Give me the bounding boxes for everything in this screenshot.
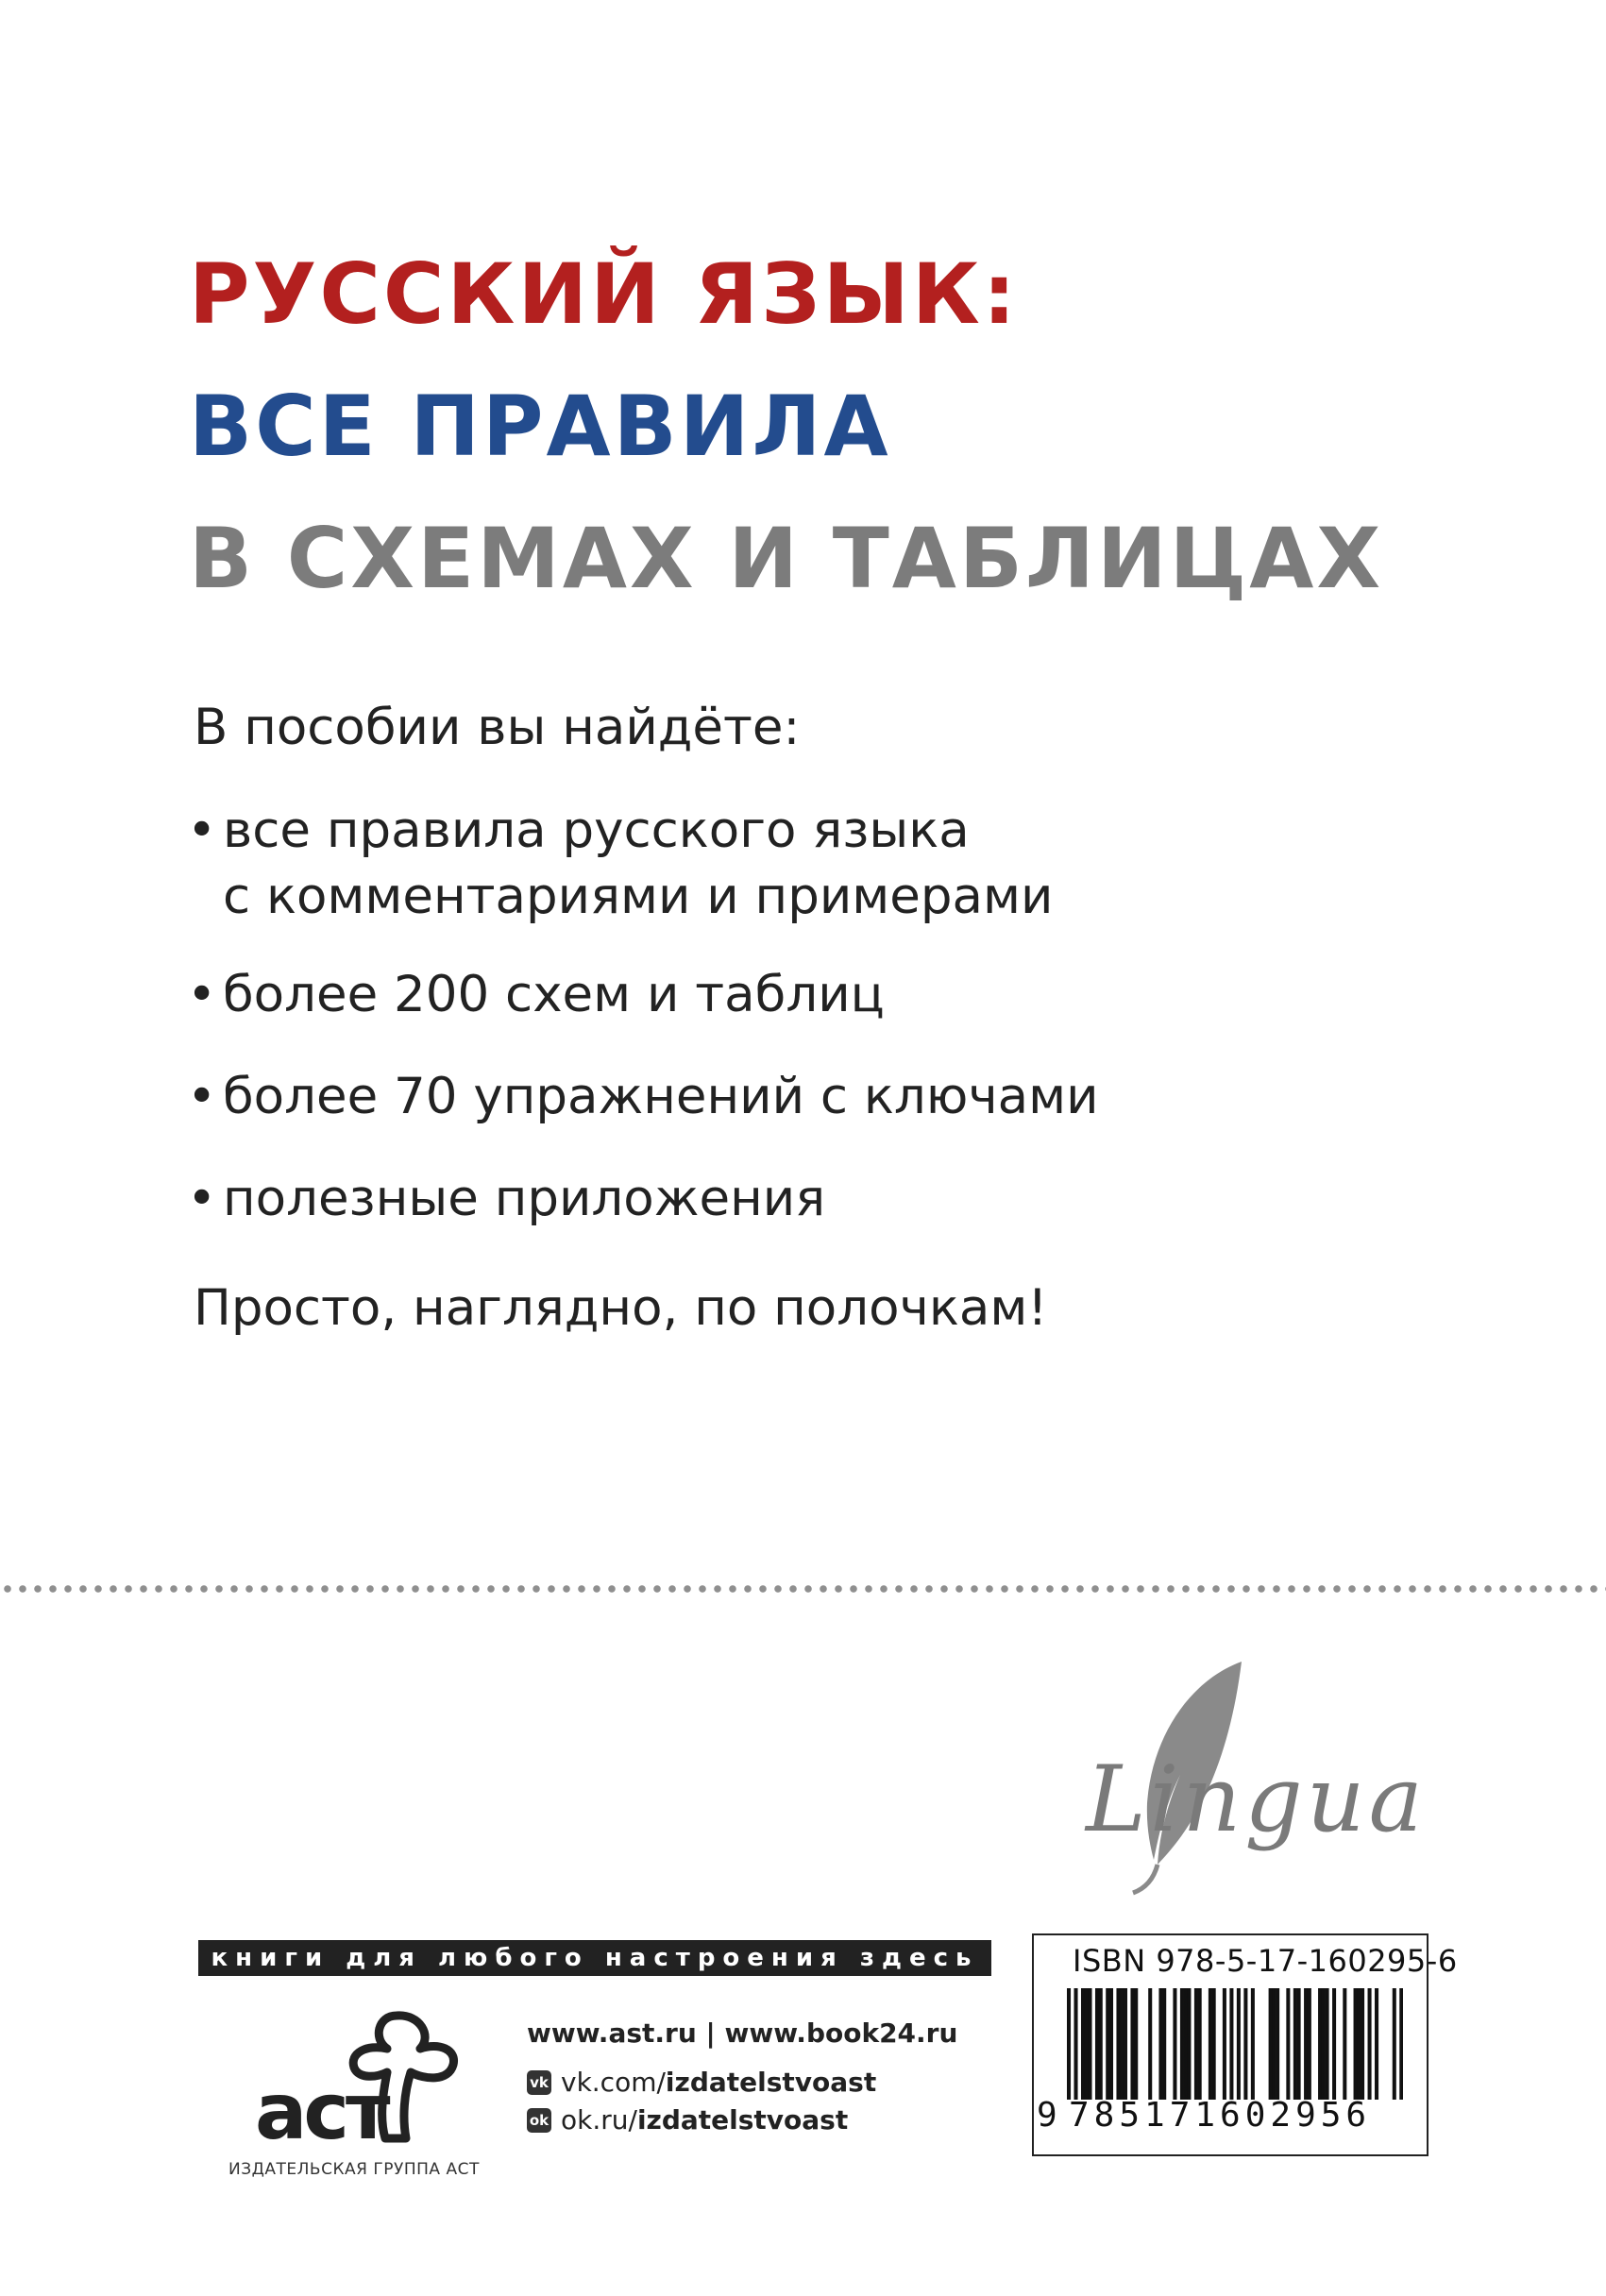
publisher-name: ИЗДАТЕЛЬСКАЯ ГРУППА АСТ xyxy=(228,2160,480,2179)
vk-link[interactable] xyxy=(527,2067,876,2098)
list-item xyxy=(187,962,1226,1028)
feature-text: все правила русского языка с комментариями и примерами xyxy=(223,802,1054,925)
barcode-bar xyxy=(1243,1988,1247,2100)
ast-logo-text: аст xyxy=(255,2068,387,2148)
barcode-bar xyxy=(1184,1988,1188,2100)
bullet-icon: • xyxy=(187,966,217,1023)
feature-text: более 70 упражнений с ключами xyxy=(223,1068,1099,1125)
barcode-bar xyxy=(1322,1988,1326,2100)
barcode-bar xyxy=(1269,1988,1273,2100)
barcode-bar xyxy=(1375,1988,1378,2100)
barcode-bar xyxy=(1237,1988,1241,2100)
bullet-icon: • xyxy=(187,1068,217,1125)
barcode-bar xyxy=(1130,1988,1134,2100)
bullet-icon: • xyxy=(187,802,217,859)
barcode-bar xyxy=(1399,1988,1403,2100)
dotted-divider xyxy=(0,1585,1606,1593)
barcode-bar xyxy=(1067,1988,1071,2100)
barcode-bar xyxy=(1116,1988,1120,2100)
tagline-strip: книги для любого настроения здесь xyxy=(198,1940,991,1976)
barcode-bar xyxy=(1286,1988,1290,2100)
vk-account: izdatelstvoast xyxy=(665,2067,877,2098)
barcode-bar xyxy=(1332,1988,1336,2100)
odnoklassniki-icon: ok xyxy=(527,2108,551,2133)
barcode-bar xyxy=(1297,1988,1301,2100)
barcode-bar xyxy=(1229,1988,1233,2100)
barcode-bar xyxy=(1109,1988,1113,2100)
barcode-bar xyxy=(1099,1988,1103,2100)
vk-prefix: vk.com/ xyxy=(561,2067,666,2098)
website-links[interactable]: www.ast.ru | www.book24.ru xyxy=(527,2017,958,2049)
ok-account: izdatelstvoast xyxy=(636,2104,849,2136)
ok-link[interactable] xyxy=(527,2104,848,2136)
barcode-bar xyxy=(1318,1988,1322,2100)
list-item xyxy=(187,1064,1226,1130)
barcode-bar xyxy=(1209,1988,1212,2100)
vk-icon: vk xyxy=(527,2070,551,2095)
barcode-bar xyxy=(1308,1988,1311,2100)
barcode-bar xyxy=(1180,1988,1184,2100)
title-line-1: РУССКИЙ ЯЗЫК: xyxy=(189,245,1019,343)
isbn-text: ISBN 978-5-17-160295-6 xyxy=(1073,1943,1458,1979)
barcode-bar xyxy=(1212,1988,1216,2100)
barcode-bar xyxy=(1393,1988,1396,2100)
barcode-bar xyxy=(1148,1988,1152,2100)
barcode-bar xyxy=(1187,1988,1191,2100)
barcode-bar xyxy=(1276,1988,1279,2100)
barcode-bar xyxy=(1354,1988,1358,2100)
barcode-bar xyxy=(1162,1988,1166,2100)
barcode-bar xyxy=(1343,1988,1346,2100)
title-line-2: ВСЕ ПРАВИЛА xyxy=(189,378,891,475)
barcode-bar xyxy=(1194,1988,1198,2100)
barcode-bar xyxy=(1368,1988,1372,2100)
barcode-bar xyxy=(1251,1988,1255,2100)
barcode-bar xyxy=(1272,1988,1276,2100)
barcode-digits xyxy=(1037,2096,1426,2135)
barcode-bar xyxy=(1081,1988,1085,2100)
barcode-bar xyxy=(1073,1988,1077,2100)
ast-logo-icon xyxy=(255,2006,463,2148)
feature-text: полезные приложения xyxy=(223,1170,826,1227)
barcode-bar xyxy=(1198,1988,1202,2100)
barcode-bar xyxy=(1095,1988,1099,2100)
list-item xyxy=(187,1166,1226,1232)
barcode-bar xyxy=(1326,1988,1329,2100)
barcode-bar xyxy=(1120,1988,1124,2100)
barcode-bar xyxy=(1357,1988,1361,2100)
slogan-text: Просто, наглядно, по полочкам! xyxy=(194,1279,1048,1337)
barcode-bar xyxy=(1088,1988,1091,2100)
barcode-bar xyxy=(1106,1988,1109,2100)
lingua-logo: Lingua xyxy=(1086,1747,1427,1852)
barcode-bar xyxy=(1304,1988,1308,2100)
barcode-bar xyxy=(1361,1988,1364,2100)
bullet-icon: • xyxy=(187,1170,217,1227)
list-item xyxy=(187,798,1226,930)
feature-text: более 200 схем и таблиц xyxy=(223,966,885,1023)
feature-list xyxy=(187,798,1226,1268)
barcode-bar xyxy=(1158,1988,1162,2100)
barcode-bar xyxy=(1293,1988,1297,2100)
title-line-3: В СХЕМАХ И ТАБЛИЦАХ xyxy=(189,510,1384,607)
intro-text: В пособии вы найдёте: xyxy=(194,699,801,756)
barcode-bar xyxy=(1124,1988,1127,2100)
barcode-bar xyxy=(1223,1988,1226,2100)
barcode-digit-groups: 785171602956 xyxy=(1069,2096,1372,2135)
barcode-bar xyxy=(1085,1988,1089,2100)
barcode-first-digit: 9 xyxy=(1037,2096,1062,2135)
barcode xyxy=(1067,1988,1403,2100)
barcode-bar xyxy=(1173,1988,1176,2100)
ok-prefix: ok.ru/ xyxy=(561,2104,637,2136)
barcode-bar xyxy=(1134,1988,1138,2100)
